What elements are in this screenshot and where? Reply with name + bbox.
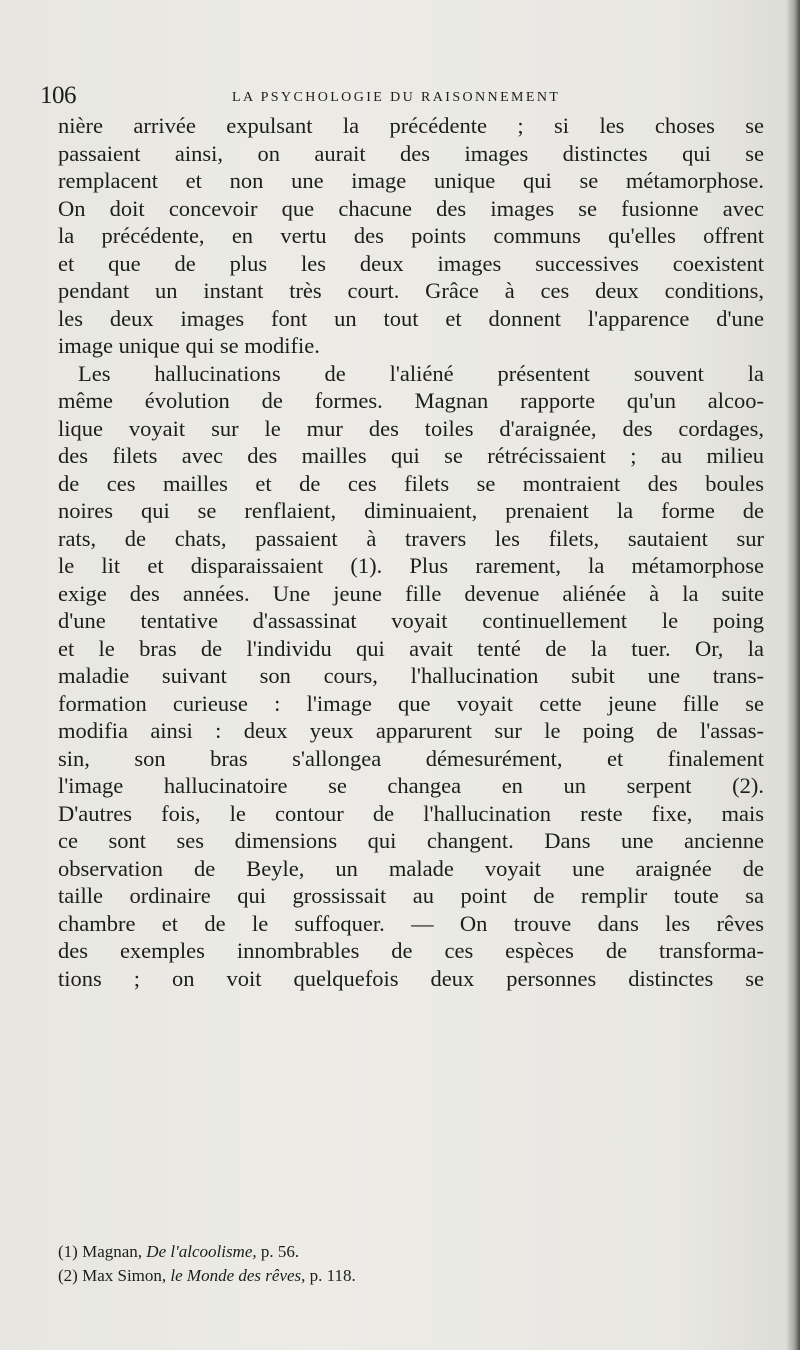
text-line: pendant un instant très court. Grâce à ces deux conditions, xyxy=(58,278,764,303)
text-line: même évolution de formes. Magnan rapporte qu'un alcoo- xyxy=(58,388,764,413)
text-line: observation de Beyle, un malade voyait une araignée de xyxy=(58,855,764,881)
footnote-author: Max Simon, xyxy=(82,1266,167,1285)
text-line: des filets avec des mailles qui se rétrécissaient ; au milieu xyxy=(58,443,764,468)
footnote-title: le Monde des rêves, xyxy=(170,1266,306,1285)
text-line: tions ; on voit quelquefois deux personnes distinctes se xyxy=(58,965,764,991)
text-line: Les hallucinations de l'aliéné présentent souvent la xyxy=(78,360,764,386)
text-line: chambre et de le suffoquer. — On trouve dans les rêves xyxy=(58,910,764,936)
text-line: et le bras de l'individu qui avait tenté de la tuer. Or, la xyxy=(58,635,764,661)
text-line: formation curieuse : l'image que voyait cette jeune fille se xyxy=(58,690,764,716)
text-line: sin, son bras s'allongea démesurément, et finalement xyxy=(58,745,764,771)
text-line: taille ordinaire qui grossissait au point de remplir toute sa xyxy=(58,883,764,908)
footnote-mark: (2) xyxy=(58,1266,78,1285)
text-line: les deux images font un tout et donnent l'apparence d'une xyxy=(58,305,764,331)
text-line: passaient ainsi, on aurait des images distinctes qui se xyxy=(58,140,764,166)
text-line: et que de plus les deux images successives coexistent xyxy=(58,250,764,276)
footnote-mark: (1) xyxy=(58,1242,78,1261)
footnote-ref: p. 118. xyxy=(309,1266,356,1285)
text-line: le lit et disparaissaient (1). Plus rarement, la métamorphose xyxy=(58,553,764,578)
text-line: exige des années. Une jeune fille devenue aliénée à la suite xyxy=(58,580,764,606)
running-head: LA PSYCHOLOGIE DU RAISONNEMENT xyxy=(232,90,561,105)
text-line: de ces mailles et de ces filets se montraient des boules xyxy=(58,470,764,496)
text-line: On doit concevoir que chacune des images se fusionne avec xyxy=(58,195,764,221)
page-header xyxy=(0,82,800,112)
text-line: d'une tentative d'assassinat voyait continuellement le poing xyxy=(58,608,764,633)
text-line: remplacent et non une image unique qui se métamorphose. xyxy=(58,168,764,193)
text-line: nière arrivée expulsant la précédente ; si les choses se xyxy=(58,113,764,138)
text-line: D'autres fois, le contour de l'hallucination reste fixe, mais xyxy=(58,800,764,826)
body-text xyxy=(58,112,764,992)
text-line: maladie suivant son cours, l'hallucination subit une trans- xyxy=(58,663,764,688)
footnote-title: De l'alcoolisme, xyxy=(146,1242,257,1261)
text-line: image unique qui se modifie. xyxy=(58,333,320,358)
page-edge-shadow xyxy=(786,0,800,1350)
page-number: 106 xyxy=(40,82,76,109)
text-line: lique voyait sur le mur des toiles d'araignée, des cordages, xyxy=(58,415,764,441)
text-line: des exemples innombrables de ces espèces de transforma- xyxy=(58,938,764,963)
text-line: rats, de chats, passaient à travers les filets, sautaient sur xyxy=(58,525,764,551)
footnote-1 xyxy=(58,1240,764,1264)
footnote-author: Magnan, xyxy=(82,1242,143,1261)
footnote-2 xyxy=(58,1264,764,1288)
text-line: noires qui se renflaient, diminuaient, prenaient la forme de xyxy=(58,498,764,523)
footnote-ref: p. 56. xyxy=(260,1242,300,1261)
text-line: l'image hallucinatoire se changea en un serpent (2). xyxy=(58,773,764,798)
text-line: la précédente, en vertu des points communs qu'elles offrent xyxy=(58,223,764,248)
footnotes xyxy=(58,1240,764,1288)
text-line: modifia ainsi : deux yeux apparurent sur le poing de l'assas- xyxy=(58,718,764,743)
text-line: ce sont ses dimensions qui changent. Dans une ancienne xyxy=(58,828,764,853)
